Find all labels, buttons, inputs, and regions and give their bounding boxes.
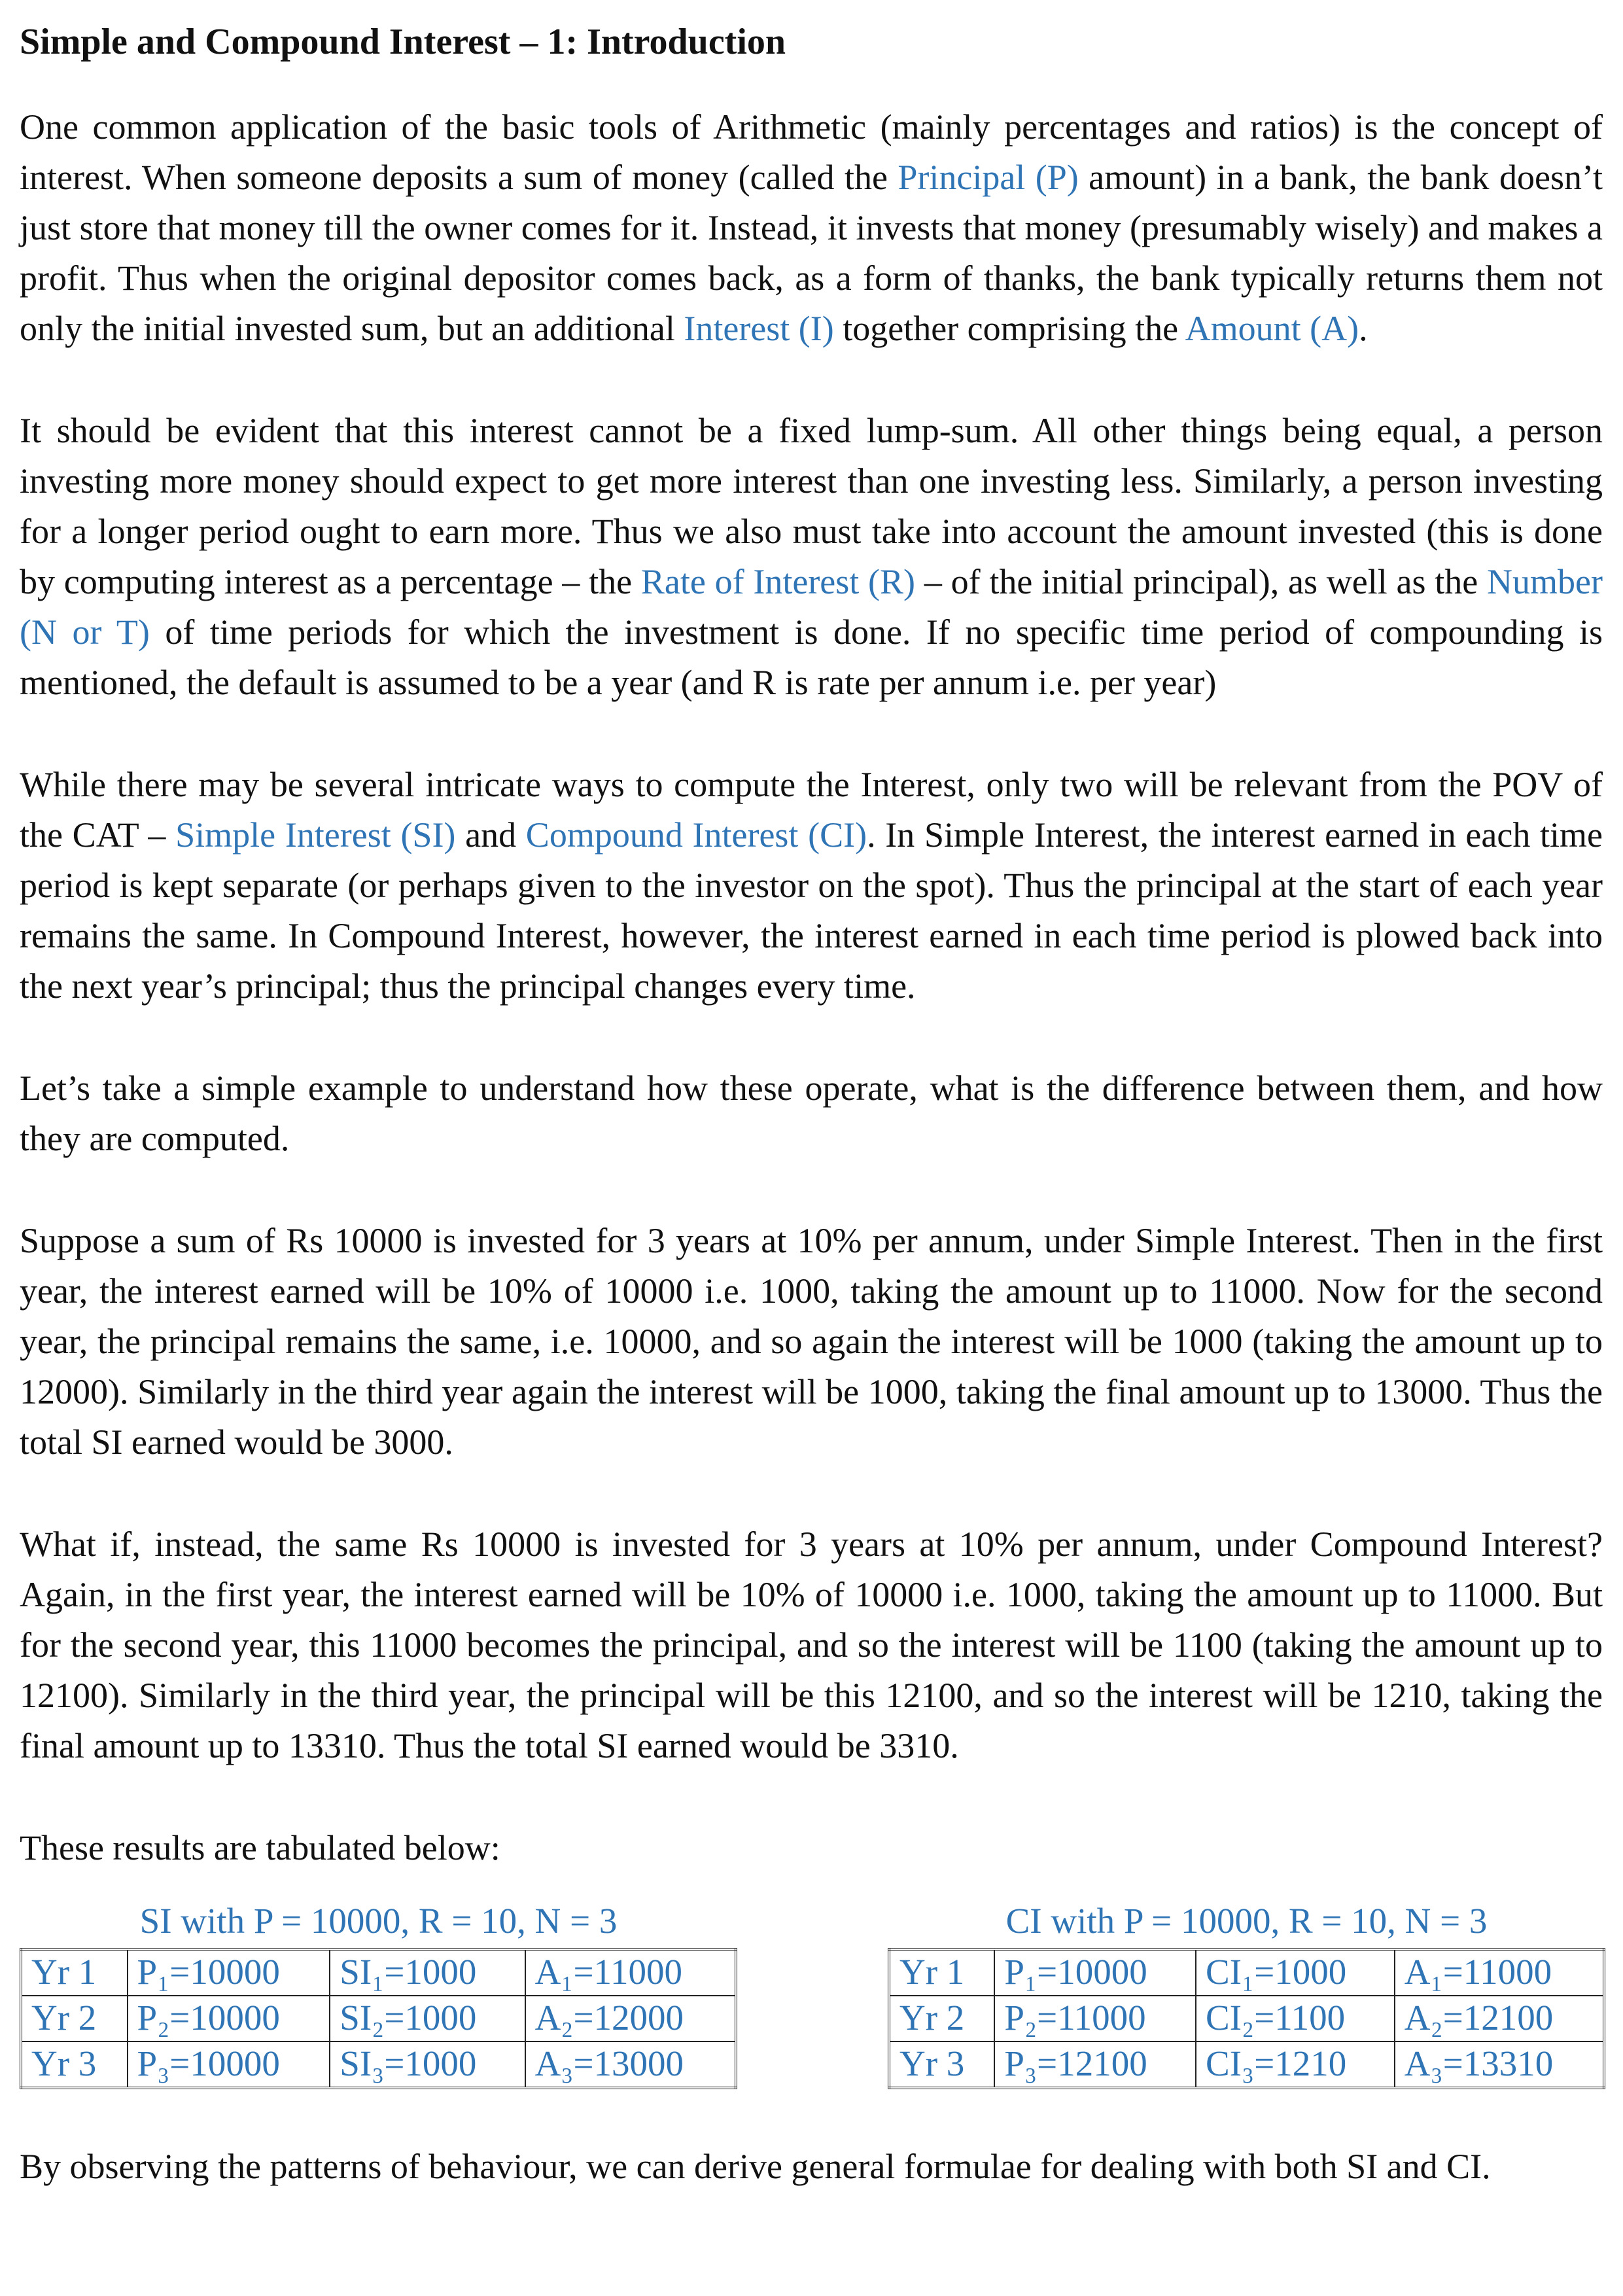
paragraph-closing: By observing the patterns of behaviour, we can derive general formulae for dealing with both SI and CI.: [20, 2147, 1491, 2186]
text-run: While there may be several intricate ways to compute the Interest, only two will be relevant from the POV of the CAT –: [20, 765, 1603, 855]
text-run: It should be evident that this interest cannot be a fixed lump-sum. All other things being equal, a person investing more money should expect to get more interest than one investing less. Similarly, a person investing for a longer period ought to earn more. Thus we also must take into account the amount invested (this is done by computing interest as a percentage – the: [20, 411, 1603, 601]
table-cell: Yr 1: [21, 1949, 128, 1996]
si-table: [20, 1948, 737, 2089]
table-cell: P₃=12100: [994, 2041, 1196, 2088]
table-cell: SI₂=1000: [330, 1996, 525, 2041]
table-cell: P₂=11000: [994, 1996, 1196, 2041]
table-cell: A₃=13310: [1395, 2041, 1604, 2088]
term-interest: Interest (I): [684, 309, 834, 348]
term-principal: Principal (P): [898, 158, 1079, 197]
text-run: of time periods for which the investment is done. If no specific time period of compounding is mentioned, the default is assumed to be a year (and R is rate per annum i.e. per year): [20, 612, 1603, 702]
text-run: amount) in a bank, the bank doesn’t just store that money till the owner comes for it. Instead, it invests that money (presumably wisely) and makes a profit. Thus when the original depositor comes back, as a form of thanks, the bank typically returns them not only the initial invested sum, but an additional: [20, 158, 1603, 348]
table-cell: Yr 3: [889, 2041, 994, 2088]
term-rate-of-interest: Rate of Interest (R): [640, 562, 916, 601]
table-cell: Yr 2: [889, 1996, 994, 2041]
table-cell: CI₂=1100: [1196, 1996, 1395, 2041]
text-run: .: [1359, 309, 1368, 348]
table-row: [21, 2041, 736, 2088]
table-cell: A₂=12000: [525, 1996, 736, 2041]
paragraph-example-intro: Let’s take a simple example to understand how these operate, what is the difference between them, and how they are computed.: [20, 1069, 1603, 1158]
ci-table-block: [888, 1899, 1605, 2089]
table-cell: Yr 1: [889, 1949, 994, 1996]
table-cell: P₃=10000: [128, 2041, 330, 2088]
text-run: together comprising the: [833, 309, 1185, 348]
text-run: One common application of the basic tools of Arithmetic (mainly percentages and ratios) is the concept of interest. When someone deposits a sum of money (called the: [20, 107, 1603, 197]
table-cell: Yr 2: [21, 1996, 128, 2041]
term-number-of-periods: Number (N or T): [20, 562, 1603, 652]
table-cell: SI₁=1000: [330, 1949, 525, 1996]
table-cell: CI₃=1210: [1196, 2041, 1395, 2088]
table-cell: CI₁=1000: [1196, 1949, 1395, 1996]
text-run: – of the initial principal), as well as the: [915, 562, 1488, 601]
table-cell: Yr 3: [21, 2041, 128, 2088]
table-cell: A₁=11000: [525, 1949, 736, 1996]
paragraph-rate-and-time: [20, 406, 1603, 708]
table-row: [889, 1949, 1604, 1996]
table-row: [21, 1949, 736, 1996]
si-table-caption: SI with P = 10000, R = 10, N = 3: [139, 1901, 618, 1941]
ci-table-caption: CI with P = 10000, R = 10, N = 3: [1005, 1901, 1488, 1941]
table-cell: A₃=13000: [525, 2041, 736, 2088]
table-row: [889, 2041, 1604, 2088]
table-cell: A₂=12100: [1395, 1996, 1604, 2041]
paragraph-interest-concept: [20, 102, 1603, 354]
table-cell: A₁=11000: [1395, 1949, 1604, 1996]
table-cell: P₁=10000: [994, 1949, 1196, 1996]
table-cell: P₁=10000: [128, 1949, 330, 1996]
paragraph-table-intro: These results are tabulated below:: [20, 1828, 500, 1867]
table-cell: SI₃=1000: [330, 2041, 525, 2088]
text-run: . In Simple Interest, the interest earned in each time period is kept separate (or perhaps given to the investor on the spot). Thus the principal at the start of each year remains the same. In Compound Interest, however, the interest earned in each time period is plowed back into the next year’s principal; thus the principal changes every time.: [20, 815, 1603, 1006]
term-simple-interest: Simple Interest (SI): [175, 815, 456, 855]
paragraph-si-example: Suppose a sum of Rs 10000 is invested for 3 years at 10% per annum, under Simple Interest. Then in the first year, the interest earned will be 10% of 10000 i.e. 1000, taking the amount up to 11000. Now for the second year, the principal remains the same, i.e. 10000, and so again the interest will be 1000 (taking the amount up to 12000). Similarly in the third year again the interest will be 1000, taking the final amount up to 13000. Thus the total SI earned would be 3000.: [20, 1221, 1603, 1462]
paragraph-si-vs-ci: [20, 760, 1603, 1012]
term-amount: Amount (A): [1185, 309, 1359, 348]
table-row: [21, 1996, 736, 2041]
table-row: [889, 1996, 1604, 2041]
ci-table: [888, 1948, 1605, 2089]
page-title: Simple and Compound Interest – 1: Introduction: [20, 22, 786, 62]
si-table-block: [20, 1899, 737, 2089]
term-compound-interest: Compound Interest (CI): [525, 815, 867, 855]
document-page: [20, 20, 1603, 2192]
paragraph-ci-example: What if, instead, the same Rs 10000 is invested for 3 years at 10% per annum, under Compound Interest? Again, in the first year, the interest earned will be 10% of 10000 i.e. 1000, taking the amount up to 11000. But for the second year, this 11000 becomes the principal, and so the interest will be 1100 (taking the amount up to 12100). Similarly in the third year, the principal will be this 12100, and so the interest will be 1210, taking the final amount up to 13310. Thus the total SI earned would be 3310.: [20, 1525, 1603, 1765]
text-run: and: [455, 815, 526, 855]
table-cell: P₂=10000: [128, 1996, 330, 2041]
comparison-tables: [20, 1899, 1603, 2128]
